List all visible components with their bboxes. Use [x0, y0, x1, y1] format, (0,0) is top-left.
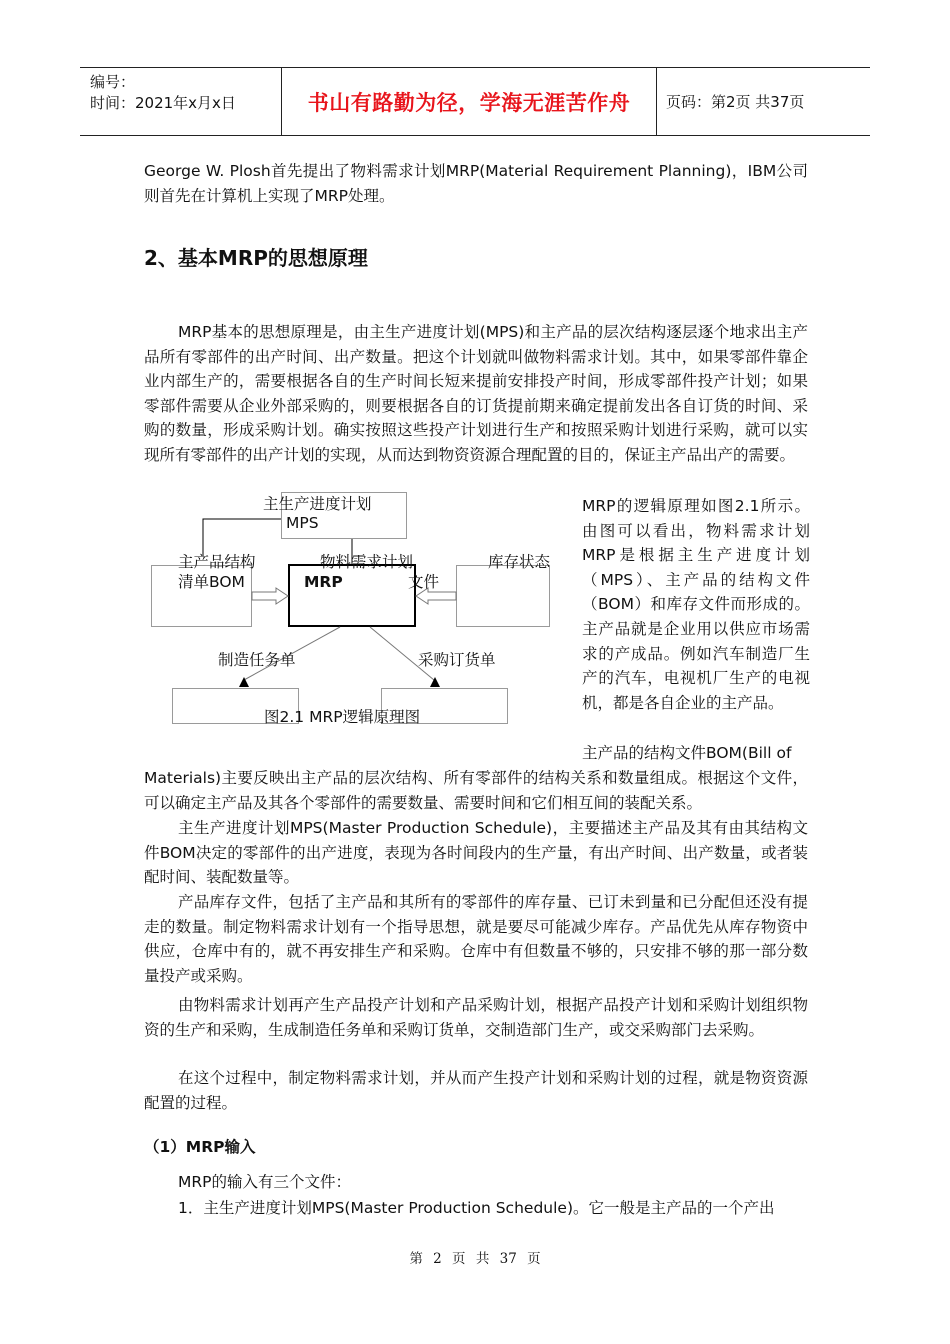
purchase-label: 采购订货单 [418, 651, 496, 669]
diagram-caption: 图2.1 MRP逻辑原理图 [264, 708, 421, 726]
intro-paragraph: George W. Plosh首先提出了物料需求计划MRP(Material Requirement Planning)，IBM公司则首先在计算机上实现了MRP处理。 [144, 162, 808, 205]
mps-label-line2: MPS [286, 514, 319, 532]
header-motto: 书山有路勤为径，学海无涯苦作舟 [307, 90, 631, 115]
section-heading: 2、基本MRP的思想原理 [144, 246, 368, 270]
process-paragraph: 由物料需求计划再产生产品投产计划和产品采购计划，根据产品投产计划和采购计划组织物资的生产和采购，生成制造任务单和采购订货单，交制造部门生产，或交采购部门去采购。 [144, 996, 808, 1039]
mrp-label: MRP [304, 573, 343, 591]
mps-paragraph: 主生产进度计划MPS(Master Production Schedule)，主要描述主产品及其有由其结构文件BOM决定的零部件的出产进度，表现为各时间段内的生产量，有出产时间、出产数量，或者装配时间、装配数量等。 [144, 819, 808, 887]
bom-paragraph-start: 主产品的结构文件BOM(Bill of [582, 744, 792, 762]
page-footer: 第 2 页 共 37 页 [409, 1251, 541, 1267]
principle-paragraph: MRP基本的思想原理是，由主生产进度计划(MPS)和主产品的层次结构逐层逐个地求出主产品所有零部件的出产时间、出产数量。把这个计划就叫做物料需求计划。其中，如果零部件靠企业内部生产的，需要根据各自的生产时间长短来提前安排投产时间，形成零部件投产计划；如果零部件需要从企业外部采购的，则要根据各自的订货提前期来确定提前发出各自订货的时间、采购的数量，形成采购计划。确实按照这些投产计划进行生产和按照采购计划进行采购，就可以实现所有零部件的出产计划的实现，从而达到物资资源合理配置的目的，保证主产品出产的需要。 [144, 323, 808, 464]
date-label: 时间：2021年x月x日 [90, 94, 236, 112]
mps-feedback-line [203, 519, 281, 556]
mps-label-line1: 主生产进度计划 [263, 495, 372, 513]
input-item-1: 1．主生产进度计划MPS(Master Production Schedule)。它一般是主产品的一个产出 [178, 1199, 775, 1217]
inventory-label: 库存状态 [488, 553, 551, 571]
bom-paragraph: Materials)主要反映出主产品的层次结构、所有零部件的结构关系和数量组成。根据这个文件，可以确定主产品及其各个零部件的需要数量、需要时间和它们相互间的装配关系。 [144, 769, 808, 812]
header-page-info: 页码：第2页 共37页 [666, 93, 805, 111]
bom-to-mrp-arrow [252, 588, 288, 604]
bom-label-line1: 主产品结构 [178, 553, 256, 571]
inventory-paragraph: 产品库存文件，包括了主产品和其所有的零部件的库存量、已订未到量和已分配但还没有提走的数量。制定物料需求计划有一个指导思想，就是要尽可能减少库存。产品优先从库存物资中供应，仓库中有的，就不再安排生产和采购。仓库中有但数量不够的，只安排不够的那一部分数量投产或采购。 [144, 893, 808, 985]
file-label: 文件 [408, 573, 440, 591]
plan-label: 物料需求计划 [320, 553, 414, 571]
side-text: MRP的逻辑原理如图2.1所示。由图可以看出，物料需求计划MRP是根据主生产进度计划（MPS）、主产品的结构文件（BOM）和库存文件而形成的。主产品就是企业用以供应市场需求的产成品。例如汽车制造厂生产的汽车，电视机厂生产的电视机，都是各自企业的主产品。 [582, 497, 810, 712]
bom-label-line2: 清单BOM [178, 573, 245, 591]
input-intro: MRP的输入有三个文件： [178, 1173, 351, 1191]
subsection-heading: （1）MRP输入 [144, 1138, 256, 1156]
manufacture-label: 制造任务单 [218, 651, 296, 669]
number-label: 编号： [90, 73, 136, 91]
config-paragraph: 在这个过程中，制定物料需求计划，并从而产生投产计划和采购计划的过程，就是物资资源配置的过程。 [144, 1069, 808, 1112]
